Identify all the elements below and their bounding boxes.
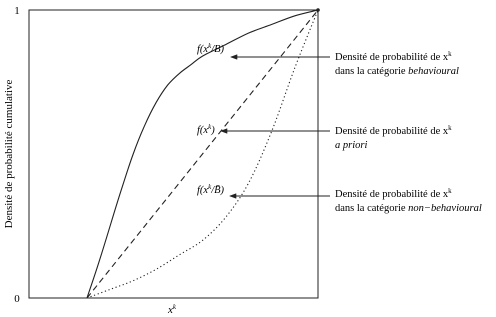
behavioural-annotation-line-2-plain: dans la catégorie	[335, 66, 409, 77]
a-priori-curve-label-part-0: f(x	[197, 125, 209, 136]
non-behavioural-annotation-line-2	[335, 203, 482, 214]
annotation-layer	[221, 50, 482, 214]
a-priori-curve-label-part-1: k	[208, 123, 212, 131]
non-behavioural-annotation-line-2-italic: non−behavioural	[408, 203, 482, 214]
x-axis-label-base: x	[168, 304, 173, 316]
x-axis-label-sup: k	[172, 303, 176, 311]
behavioural-curve-label-part-2: /B)	[211, 44, 225, 55]
non-behavioural-annotation-line-1	[335, 187, 452, 200]
behavioural-curve-label	[197, 42, 225, 55]
behavioural-annotation-line-2-italic: behavioural	[408, 66, 459, 77]
non-behavioural-annotation-line-1-part-0: Densité de probabilité de x	[335, 189, 449, 200]
non-behavioural-annotation-line-1-part-1: k	[448, 187, 452, 195]
behavioural-annotation-line-1-part-0: Densité de probabilité de x	[335, 52, 449, 63]
a-priori-annotation-line-1-part-1: k	[448, 124, 452, 132]
plot-frame	[29, 10, 318, 298]
x-axis-label	[167, 303, 177, 316]
non-behavioural-curve-label-part-0: f(x	[197, 185, 209, 196]
behavioural-annotation-line-1-part-1: k	[448, 50, 452, 58]
behavioural-annotation-line-2	[335, 66, 459, 77]
a-priori-annotation-line-1-part-0: Densité de probabilité de x	[335, 126, 449, 137]
a-priori-curve-label	[197, 123, 215, 136]
y-axis-label: Densité de probabilité cumulative	[3, 79, 15, 229]
plot-layer	[3, 5, 320, 316]
y-tick-0: 0	[14, 293, 20, 305]
non-behavioural-annotation-line-2-plain: dans la catégorie	[335, 203, 409, 214]
a-priori-curve-label-part-2: )	[211, 125, 215, 136]
non-behavioural-curve-label-part-2: /B̄)	[211, 185, 225, 196]
a-priori-annotation-line-2-italic: a priori	[335, 140, 368, 151]
corner-point	[316, 8, 320, 12]
behavioural-curve-label-part-0: f(x	[197, 44, 209, 55]
y-tick-1: 1	[14, 5, 20, 17]
a-priori-annotation-line-2	[335, 140, 367, 151]
non-behavioural-curve-label	[197, 183, 225, 196]
non-behavioural-curve-label-part-1: k	[208, 183, 212, 191]
behavioural-curve-label-part-1: k	[208, 42, 212, 50]
a-priori-annotation-line-1	[335, 124, 452, 137]
behavioural-annotation-line-1	[335, 50, 452, 63]
